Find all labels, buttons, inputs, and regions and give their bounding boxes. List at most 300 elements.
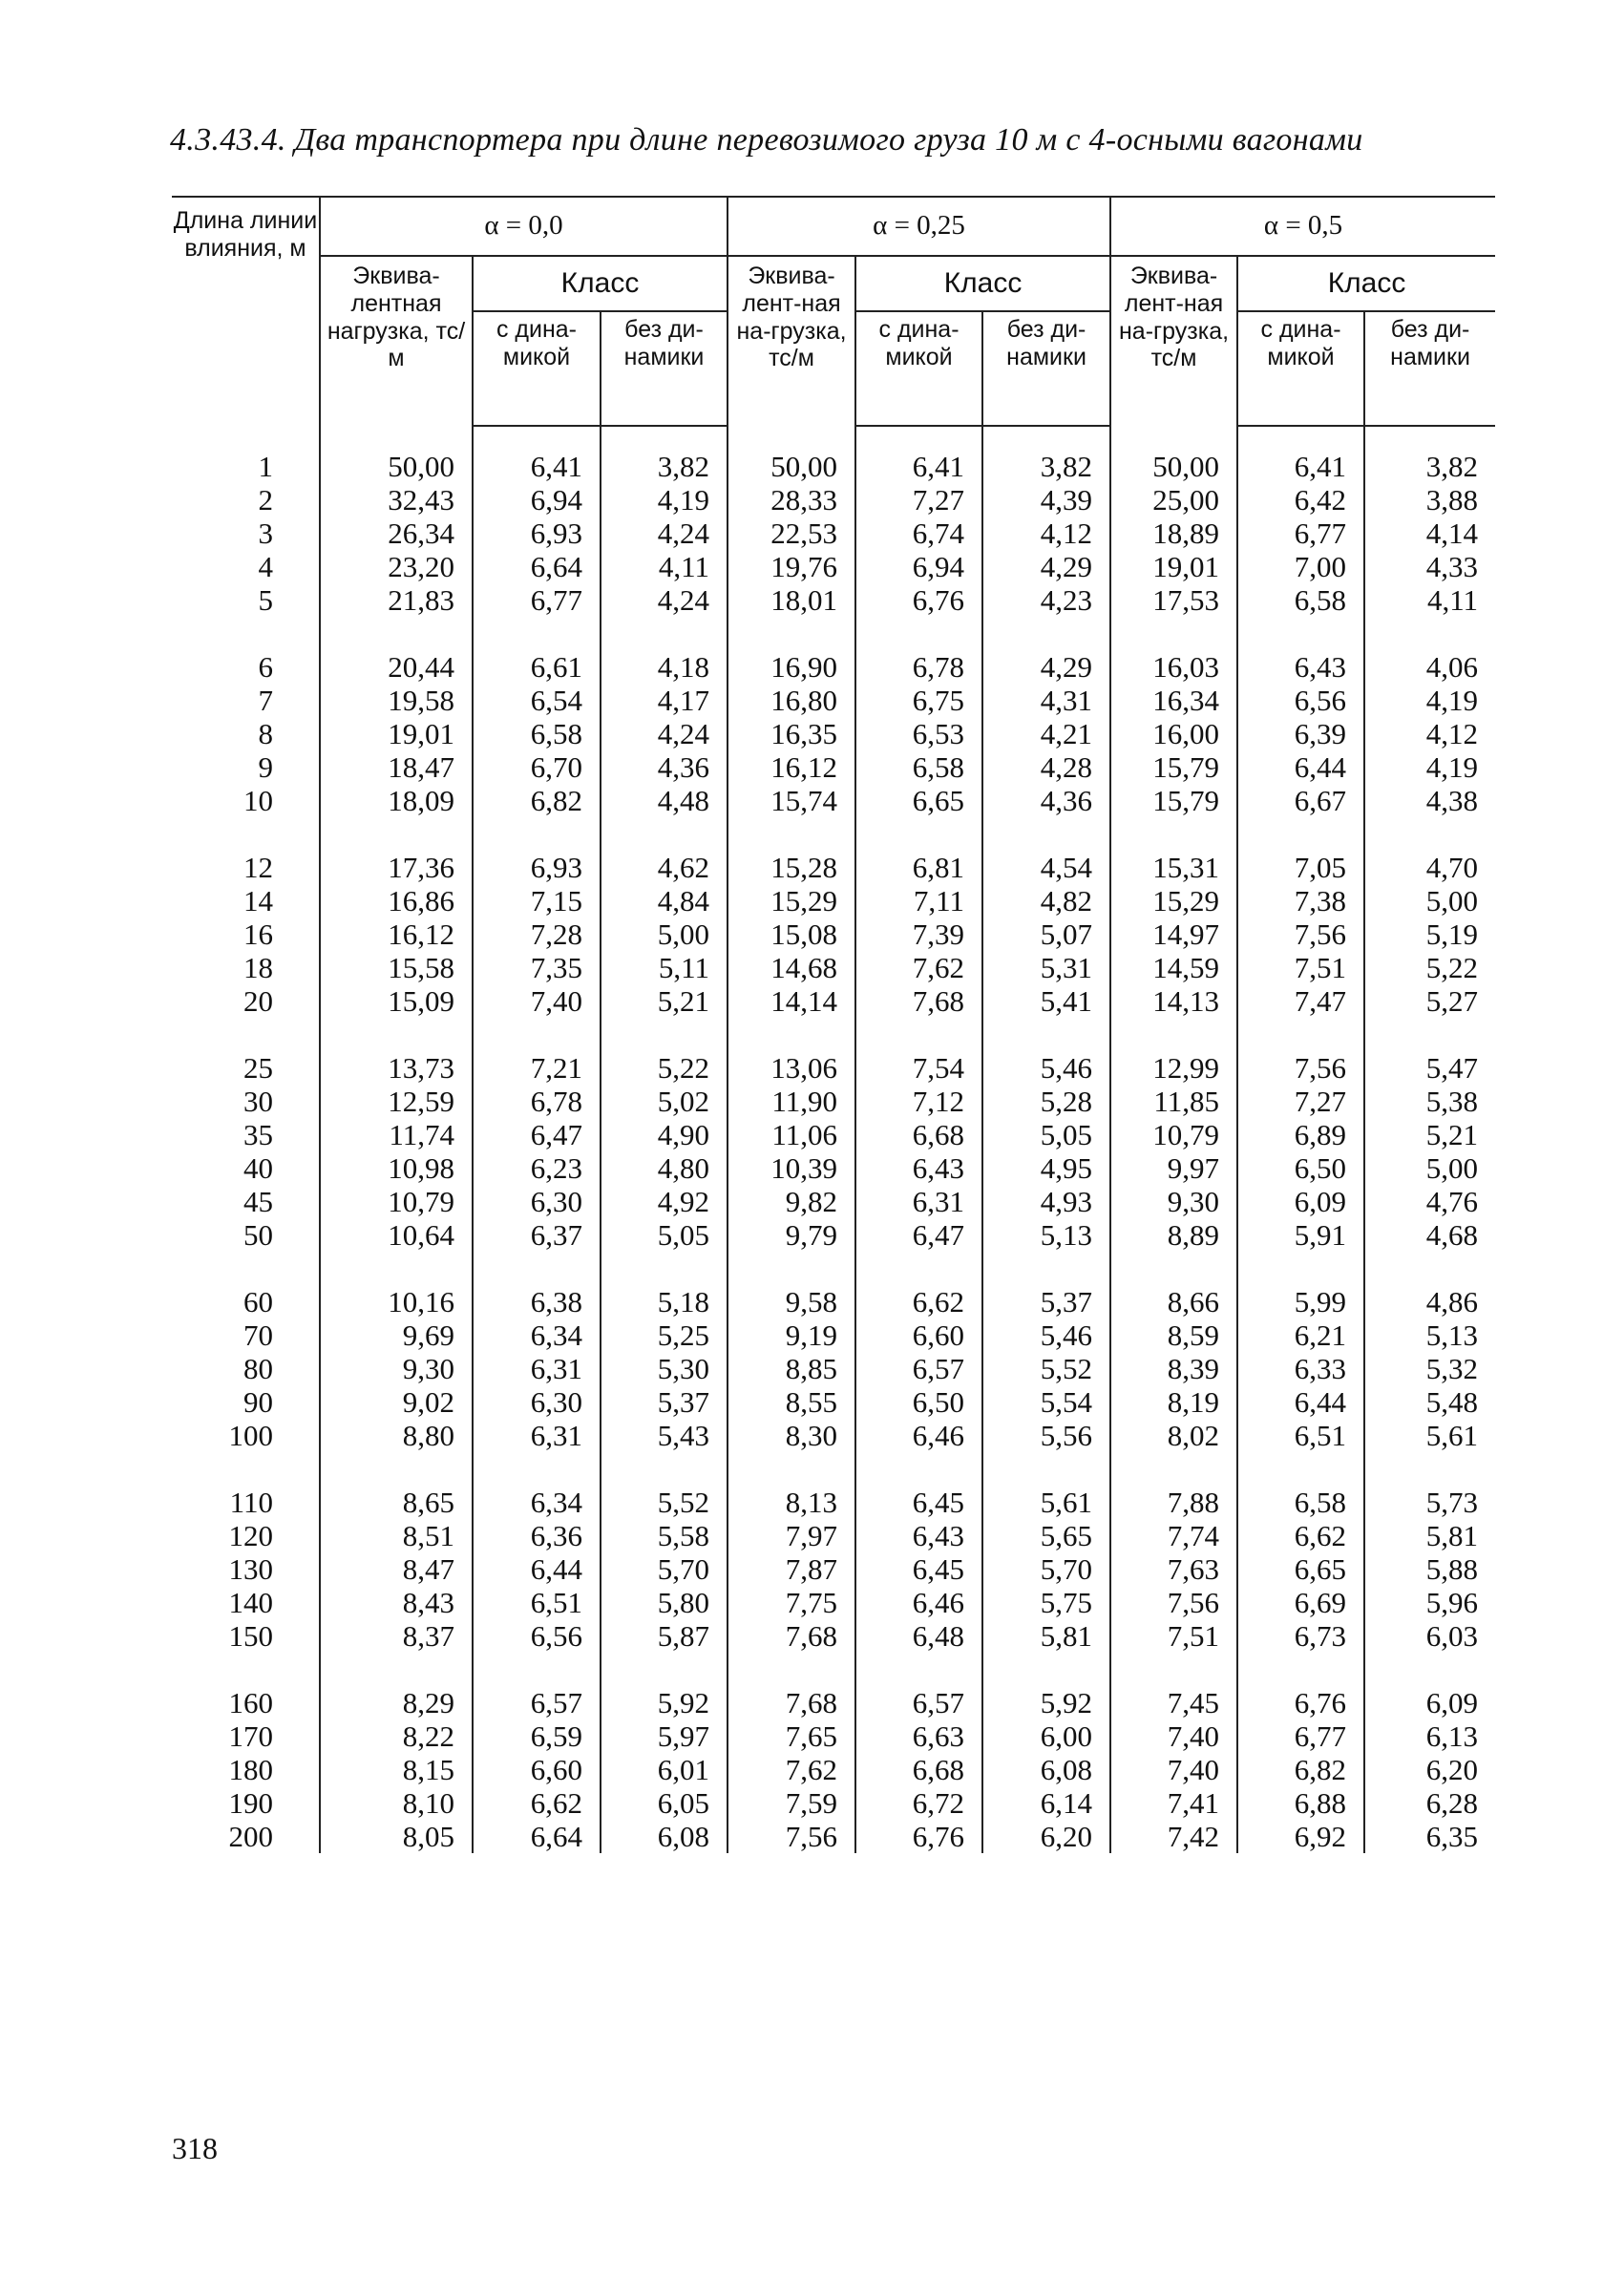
cell-equiv-a025: 16,35 xyxy=(728,717,855,750)
cell-with-dyn-a025: 6,47 xyxy=(855,1218,982,1252)
table-row xyxy=(172,1686,1495,1719)
cell-length: 8 xyxy=(258,717,273,750)
cell-without-dyn-a05: 5,13 xyxy=(1364,1318,1495,1352)
cell-without-dyn-a05: 6,28 xyxy=(1364,1786,1495,1820)
cell-with-dyn-a0: 6,77 xyxy=(473,583,601,617)
cell-equiv-a05: 9,97 xyxy=(1110,1151,1237,1185)
cell-with-dyn-a05: 6,67 xyxy=(1237,784,1364,817)
cell-without-dyn-a025: 4,93 xyxy=(982,1185,1110,1218)
cell-equiv-a05: 7,41 xyxy=(1110,1786,1237,1820)
table-row xyxy=(172,1218,1495,1252)
cell-with-dyn-a0: 6,56 xyxy=(473,1619,601,1653)
table-row xyxy=(172,1820,1495,1853)
cell-length: 190 xyxy=(228,1786,273,1820)
cell-with-dyn-a025: 6,53 xyxy=(855,717,982,750)
cell-with-dyn-a025: 6,78 xyxy=(855,650,982,684)
cell-with-dyn-a025: 7,27 xyxy=(855,483,982,517)
cell-equiv-a0: 8,80 xyxy=(320,1419,473,1452)
cell-equiv-a05: 12,99 xyxy=(1110,1051,1237,1085)
cell-with-dyn-a05: 6,92 xyxy=(1237,1820,1364,1853)
cell-without-dyn-a025: 5,54 xyxy=(982,1385,1110,1419)
cell-with-dyn-a05: 5,99 xyxy=(1237,1285,1364,1318)
cell-with-dyn-a05: 6,33 xyxy=(1237,1352,1364,1385)
cell-with-dyn-a025: 6,75 xyxy=(855,684,982,717)
cell-equiv-a025: 16,90 xyxy=(728,650,855,684)
cell-with-dyn-a0: 6,34 xyxy=(473,1486,601,1519)
cell-without-dyn-a05: 6,13 xyxy=(1364,1719,1495,1753)
cell-without-dyn-a0: 5,22 xyxy=(601,1051,728,1085)
cell-equiv-a025: 16,12 xyxy=(728,750,855,784)
cell-equiv-a025: 14,14 xyxy=(728,984,855,1018)
cell-equiv-a05: 14,97 xyxy=(1110,918,1237,951)
cell-equiv-a025: 11,90 xyxy=(728,1085,855,1118)
cell-with-dyn-a0: 7,40 xyxy=(473,984,601,1018)
cell-equiv-a05: 15,29 xyxy=(1110,884,1237,918)
cell-with-dyn-a025: 6,60 xyxy=(855,1318,982,1352)
cell-without-dyn-a0: 5,70 xyxy=(601,1552,728,1586)
cell-without-dyn-a0: 4,19 xyxy=(601,483,728,517)
cell-length: 18 xyxy=(243,951,273,984)
cell-length: 2 xyxy=(258,483,273,517)
table-row xyxy=(172,717,1495,750)
cell-equiv-a0: 10,79 xyxy=(320,1185,473,1218)
cell-equiv-a05: 16,00 xyxy=(1110,717,1237,750)
cell-without-dyn-a025: 5,52 xyxy=(982,1352,1110,1385)
cell-equiv-a0: 8,15 xyxy=(320,1753,473,1786)
cell-with-dyn-a025: 6,57 xyxy=(855,1352,982,1385)
cell-without-dyn-a0: 4,80 xyxy=(601,1151,728,1185)
cell-equiv-a025: 7,56 xyxy=(728,1820,855,1853)
cell-equiv-a05: 7,74 xyxy=(1110,1519,1237,1552)
cell-length: 14 xyxy=(243,884,273,918)
cell-with-dyn-a0: 6,31 xyxy=(473,1352,601,1385)
cell-without-dyn-a025: 4,82 xyxy=(982,884,1110,918)
cell-without-dyn-a0: 5,21 xyxy=(601,984,728,1018)
cell-length: 200 xyxy=(228,1820,273,1853)
cell-equiv-a025: 10,39 xyxy=(728,1151,855,1185)
cell-equiv-a0: 16,12 xyxy=(320,918,473,951)
cell-with-dyn-a025: 6,41 xyxy=(855,450,982,483)
header-alpha-05: α = 0,5 xyxy=(1110,197,1495,256)
cell-without-dyn-a025: 4,23 xyxy=(982,583,1110,617)
cell-without-dyn-a05: 5,19 xyxy=(1364,918,1495,951)
cell-with-dyn-a0: 6,57 xyxy=(473,1686,601,1719)
cell-without-dyn-a05: 3,88 xyxy=(1364,483,1495,517)
cell-length: 45 xyxy=(243,1185,273,1218)
cell-equiv-a025: 22,53 xyxy=(728,517,855,550)
cell-with-dyn-a025: 6,45 xyxy=(855,1552,982,1586)
cell-length: 140 xyxy=(228,1586,273,1619)
cell-without-dyn-a05: 5,61 xyxy=(1364,1419,1495,1452)
cell-with-dyn-a025: 6,46 xyxy=(855,1419,982,1452)
cell-without-dyn-a05: 4,76 xyxy=(1364,1185,1495,1218)
cell-without-dyn-a0: 5,11 xyxy=(601,951,728,984)
cell-without-dyn-a05: 4,38 xyxy=(1364,784,1495,817)
cell-equiv-a05: 11,85 xyxy=(1110,1085,1237,1118)
cell-without-dyn-a025: 6,20 xyxy=(982,1820,1110,1853)
table-row xyxy=(172,550,1495,583)
cell-with-dyn-a025: 6,65 xyxy=(855,784,982,817)
cell-without-dyn-a025: 4,21 xyxy=(982,717,1110,750)
cell-equiv-a05: 15,79 xyxy=(1110,784,1237,817)
cell-equiv-a05: 15,31 xyxy=(1110,851,1237,884)
cell-with-dyn-a05: 6,43 xyxy=(1237,650,1364,684)
header-equiv-025: Эквива-лент-ная на-грузка, тс/м xyxy=(728,256,855,426)
cell-length: 35 xyxy=(243,1118,273,1151)
cell-without-dyn-a0: 6,05 xyxy=(601,1786,728,1820)
cell-length: 50 xyxy=(243,1218,273,1252)
cell-equiv-a0: 8,47 xyxy=(320,1552,473,1586)
cell-without-dyn-a025: 3,82 xyxy=(982,450,1110,483)
cell-with-dyn-a05: 6,56 xyxy=(1237,684,1364,717)
cell-without-dyn-a05: 6,20 xyxy=(1364,1753,1495,1786)
cell-without-dyn-a05: 5,88 xyxy=(1364,1552,1495,1586)
cell-with-dyn-a0: 6,61 xyxy=(473,650,601,684)
cell-length: 12 xyxy=(243,851,273,884)
cell-with-dyn-a05: 7,56 xyxy=(1237,918,1364,951)
cell-with-dyn-a05: 6,42 xyxy=(1237,483,1364,517)
cell-equiv-a025: 9,19 xyxy=(728,1318,855,1352)
cell-equiv-a0: 23,20 xyxy=(320,550,473,583)
cell-equiv-a0: 9,30 xyxy=(320,1352,473,1385)
cell-equiv-a05: 50,00 xyxy=(1110,450,1237,483)
row-spacer xyxy=(172,817,1495,851)
table-row xyxy=(172,750,1495,784)
cell-with-dyn-a05: 7,00 xyxy=(1237,550,1364,583)
cell-without-dyn-a05: 4,33 xyxy=(1364,550,1495,583)
cell-with-dyn-a05: 5,91 xyxy=(1237,1218,1364,1252)
cell-with-dyn-a05: 6,51 xyxy=(1237,1419,1364,1452)
cell-equiv-a05: 9,30 xyxy=(1110,1185,1237,1218)
cell-equiv-a025: 7,65 xyxy=(728,1719,855,1753)
table-body xyxy=(172,426,1495,1853)
cell-with-dyn-a05: 6,50 xyxy=(1237,1151,1364,1185)
cell-equiv-a025: 15,29 xyxy=(728,884,855,918)
table-row xyxy=(172,1486,1495,1519)
cell-with-dyn-a025: 6,68 xyxy=(855,1118,982,1151)
cell-equiv-a0: 8,51 xyxy=(320,1519,473,1552)
cell-equiv-a025: 7,87 xyxy=(728,1552,855,1586)
cell-without-dyn-a0: 4,36 xyxy=(601,750,728,784)
cell-without-dyn-a05: 4,14 xyxy=(1364,517,1495,550)
cell-length: 150 xyxy=(228,1619,273,1653)
cell-with-dyn-a025: 6,74 xyxy=(855,517,982,550)
cell-without-dyn-a05: 4,19 xyxy=(1364,684,1495,717)
cell-with-dyn-a0: 6,64 xyxy=(473,550,601,583)
cell-without-dyn-a025: 5,37 xyxy=(982,1285,1110,1318)
cell-without-dyn-a05: 4,11 xyxy=(1364,583,1495,617)
cell-with-dyn-a0: 6,31 xyxy=(473,1419,601,1452)
cell-without-dyn-a05: 4,06 xyxy=(1364,650,1495,684)
cell-without-dyn-a05: 4,86 xyxy=(1364,1285,1495,1318)
cell-equiv-a025: 9,79 xyxy=(728,1218,855,1252)
cell-equiv-a025: 15,74 xyxy=(728,784,855,817)
cell-with-dyn-a025: 6,46 xyxy=(855,1586,982,1619)
cell-with-dyn-a025: 6,57 xyxy=(855,1686,982,1719)
cell-length: 25 xyxy=(243,1051,273,1085)
cell-with-dyn-a05: 6,65 xyxy=(1237,1552,1364,1586)
cell-equiv-a025: 28,33 xyxy=(728,483,855,517)
table-row xyxy=(172,1352,1495,1385)
header-without-dyn-0: без ди-намики xyxy=(601,311,728,426)
cell-equiv-a0: 19,58 xyxy=(320,684,473,717)
cell-with-dyn-a05: 7,38 xyxy=(1237,884,1364,918)
cell-with-dyn-a05: 7,05 xyxy=(1237,851,1364,884)
cell-with-dyn-a0: 7,35 xyxy=(473,951,601,984)
cell-without-dyn-a05: 4,12 xyxy=(1364,717,1495,750)
cell-with-dyn-a0: 6,70 xyxy=(473,750,601,784)
cell-length: 80 xyxy=(243,1352,273,1385)
cell-without-dyn-a025: 5,41 xyxy=(982,984,1110,1018)
table-row xyxy=(172,884,1495,918)
cell-with-dyn-a025: 6,31 xyxy=(855,1185,982,1218)
table-row xyxy=(172,483,1495,517)
cell-length: 10 xyxy=(243,784,273,817)
cell-without-dyn-a025: 4,36 xyxy=(982,784,1110,817)
cell-with-dyn-a05: 7,27 xyxy=(1237,1085,1364,1118)
cell-equiv-a025: 19,76 xyxy=(728,550,855,583)
cell-equiv-a0: 9,69 xyxy=(320,1318,473,1352)
header-alpha-0: α = 0,0 xyxy=(320,197,728,256)
cell-without-dyn-a0: 5,92 xyxy=(601,1686,728,1719)
cell-with-dyn-a0: 6,82 xyxy=(473,784,601,817)
cell-with-dyn-a0: 6,60 xyxy=(473,1753,601,1786)
cell-without-dyn-a0: 4,48 xyxy=(601,784,728,817)
cell-with-dyn-a0: 6,54 xyxy=(473,684,601,717)
cell-with-dyn-a025: 7,62 xyxy=(855,951,982,984)
cell-without-dyn-a025: 4,29 xyxy=(982,650,1110,684)
cell-with-dyn-a0: 6,93 xyxy=(473,851,601,884)
cell-equiv-a025: 13,06 xyxy=(728,1051,855,1085)
table-row xyxy=(172,1786,1495,1820)
cell-without-dyn-a05: 5,81 xyxy=(1364,1519,1495,1552)
cell-without-dyn-a025: 5,70 xyxy=(982,1552,1110,1586)
cell-equiv-a05: 14,59 xyxy=(1110,951,1237,984)
header-klass-05: Класс xyxy=(1237,256,1495,311)
cell-equiv-a0: 8,65 xyxy=(320,1486,473,1519)
cell-equiv-a05: 17,53 xyxy=(1110,583,1237,617)
table-row xyxy=(172,1586,1495,1619)
cell-without-dyn-a05: 5,27 xyxy=(1364,984,1495,1018)
table-row xyxy=(172,1085,1495,1118)
cell-equiv-a025: 7,59 xyxy=(728,1786,855,1820)
cell-equiv-a0: 17,36 xyxy=(320,851,473,884)
cell-with-dyn-a025: 7,11 xyxy=(855,884,982,918)
cell-without-dyn-a025: 4,95 xyxy=(982,1151,1110,1185)
cell-with-dyn-a0: 6,62 xyxy=(473,1786,601,1820)
row-spacer xyxy=(172,1252,1495,1285)
cell-without-dyn-a05: 4,68 xyxy=(1364,1218,1495,1252)
cell-with-dyn-a0: 6,64 xyxy=(473,1820,601,1853)
table-row xyxy=(172,1719,1495,1753)
cell-without-dyn-a05: 6,09 xyxy=(1364,1686,1495,1719)
cell-with-dyn-a0: 6,47 xyxy=(473,1118,601,1151)
cell-without-dyn-a0: 4,11 xyxy=(601,550,728,583)
cell-length: 120 xyxy=(228,1519,273,1552)
cell-equiv-a0: 50,00 xyxy=(320,450,473,483)
cell-with-dyn-a05: 6,21 xyxy=(1237,1318,1364,1352)
cell-without-dyn-a0: 5,52 xyxy=(601,1486,728,1519)
cell-without-dyn-a0: 4,17 xyxy=(601,684,728,717)
cell-with-dyn-a05: 6,77 xyxy=(1237,1719,1364,1753)
cell-without-dyn-a0: 6,08 xyxy=(601,1820,728,1853)
cell-with-dyn-a05: 7,47 xyxy=(1237,984,1364,1018)
cell-equiv-a05: 19,01 xyxy=(1110,550,1237,583)
cell-length: 110 xyxy=(229,1486,273,1519)
cell-with-dyn-a025: 6,94 xyxy=(855,550,982,583)
table-title: 4.3.43.4. Два транспортера при длине перевозимого груза 10 м с 4-осными вагонами xyxy=(170,122,1363,158)
cell-without-dyn-a0: 5,58 xyxy=(601,1519,728,1552)
cell-with-dyn-a05: 6,58 xyxy=(1237,583,1364,617)
table-row xyxy=(172,450,1495,483)
cell-without-dyn-a0: 5,43 xyxy=(601,1419,728,1452)
cell-with-dyn-a05: 6,62 xyxy=(1237,1519,1364,1552)
cell-with-dyn-a025: 6,63 xyxy=(855,1719,982,1753)
cell-equiv-a0: 13,73 xyxy=(320,1051,473,1085)
cell-without-dyn-a0: 4,92 xyxy=(601,1185,728,1218)
cell-length: 7 xyxy=(258,684,273,717)
page-number: 318 xyxy=(172,2131,218,2165)
cell-equiv-a05: 8,89 xyxy=(1110,1218,1237,1252)
cell-without-dyn-a05: 5,96 xyxy=(1364,1586,1495,1619)
table-row xyxy=(172,650,1495,684)
cell-without-dyn-a0: 4,84 xyxy=(601,884,728,918)
cell-with-dyn-a025: 7,39 xyxy=(855,918,982,951)
table-row xyxy=(172,684,1495,717)
cell-without-dyn-a05: 5,73 xyxy=(1364,1486,1495,1519)
cell-length: 90 xyxy=(243,1385,273,1419)
cell-length: 130 xyxy=(228,1552,273,1586)
cell-with-dyn-a0: 6,44 xyxy=(473,1552,601,1586)
cell-equiv-a025: 7,68 xyxy=(728,1686,855,1719)
cell-length: 100 xyxy=(228,1419,273,1452)
cell-length: 60 xyxy=(243,1285,273,1318)
cell-equiv-a05: 7,51 xyxy=(1110,1619,1237,1653)
cell-equiv-a025: 18,01 xyxy=(728,583,855,617)
cell-with-dyn-a025: 6,81 xyxy=(855,851,982,884)
cell-length: 5 xyxy=(258,583,273,617)
cell-without-dyn-a025: 4,12 xyxy=(982,517,1110,550)
cell-with-dyn-a0: 6,30 xyxy=(473,1185,601,1218)
cell-length: 70 xyxy=(243,1318,273,1352)
cell-without-dyn-a0: 4,62 xyxy=(601,851,728,884)
cell-without-dyn-a025: 6,00 xyxy=(982,1719,1110,1753)
table-row xyxy=(172,1385,1495,1419)
cell-equiv-a025: 7,97 xyxy=(728,1519,855,1552)
cell-length: 40 xyxy=(243,1151,273,1185)
cell-with-dyn-a0: 7,15 xyxy=(473,884,601,918)
cell-equiv-a05: 8,19 xyxy=(1110,1385,1237,1419)
cell-without-dyn-a025: 4,39 xyxy=(982,483,1110,517)
cell-length: 6 xyxy=(258,650,273,684)
cell-without-dyn-a0: 3,82 xyxy=(601,450,728,483)
cell-without-dyn-a0: 4,18 xyxy=(601,650,728,684)
cell-without-dyn-a05: 5,48 xyxy=(1364,1385,1495,1419)
cell-without-dyn-a0: 5,05 xyxy=(601,1218,728,1252)
cell-without-dyn-a05: 5,38 xyxy=(1364,1085,1495,1118)
cell-without-dyn-a025: 5,81 xyxy=(982,1619,1110,1653)
cell-equiv-a0: 8,22 xyxy=(320,1719,473,1753)
cell-equiv-a05: 8,02 xyxy=(1110,1419,1237,1452)
cell-length: 170 xyxy=(228,1719,273,1753)
row-spacer xyxy=(172,1653,1495,1686)
cell-without-dyn-a0: 4,24 xyxy=(601,583,728,617)
cell-without-dyn-a05: 5,22 xyxy=(1364,951,1495,984)
table-row xyxy=(172,1419,1495,1452)
cell-without-dyn-a025: 5,75 xyxy=(982,1586,1110,1619)
cell-with-dyn-a025: 7,68 xyxy=(855,984,982,1018)
cell-equiv-a025: 14,68 xyxy=(728,951,855,984)
cell-without-dyn-a05: 5,21 xyxy=(1364,1118,1495,1151)
cell-equiv-a0: 12,59 xyxy=(320,1085,473,1118)
row-spacer xyxy=(172,426,1495,450)
cell-with-dyn-a05: 6,44 xyxy=(1237,1385,1364,1419)
cell-equiv-a05: 8,39 xyxy=(1110,1352,1237,1385)
cell-equiv-a025: 8,55 xyxy=(728,1385,855,1419)
cell-without-dyn-a0: 5,30 xyxy=(601,1352,728,1385)
cell-without-dyn-a025: 4,54 xyxy=(982,851,1110,884)
cell-length: 20 xyxy=(243,984,273,1018)
cell-equiv-a05: 10,79 xyxy=(1110,1118,1237,1151)
table-row xyxy=(172,1753,1495,1786)
cell-without-dyn-a0: 5,80 xyxy=(601,1586,728,1619)
cell-with-dyn-a05: 6,82 xyxy=(1237,1753,1364,1786)
cell-with-dyn-a0: 6,41 xyxy=(473,450,601,483)
cell-with-dyn-a05: 6,76 xyxy=(1237,1686,1364,1719)
header-with-dyn-0: с дина-микой xyxy=(473,311,601,426)
cell-with-dyn-a025: 6,76 xyxy=(855,1820,982,1853)
cell-with-dyn-a025: 6,43 xyxy=(855,1151,982,1185)
cell-equiv-a0: 18,09 xyxy=(320,784,473,817)
cell-equiv-a05: 8,59 xyxy=(1110,1318,1237,1352)
cell-equiv-a025: 8,30 xyxy=(728,1419,855,1452)
cell-without-dyn-a025: 5,07 xyxy=(982,918,1110,951)
cell-with-dyn-a05: 6,39 xyxy=(1237,717,1364,750)
cell-with-dyn-a025: 6,72 xyxy=(855,1786,982,1820)
cell-without-dyn-a025: 5,46 xyxy=(982,1051,1110,1085)
cell-without-dyn-a025: 6,08 xyxy=(982,1753,1110,1786)
cell-without-dyn-a05: 5,00 xyxy=(1364,884,1495,918)
row-spacer xyxy=(172,617,1495,650)
cell-with-dyn-a0: 6,78 xyxy=(473,1085,601,1118)
cell-length: 9 xyxy=(258,750,273,784)
cell-without-dyn-a05: 4,70 xyxy=(1364,851,1495,884)
table-row xyxy=(172,951,1495,984)
cell-length: 1 xyxy=(258,450,273,483)
cell-equiv-a0: 8,37 xyxy=(320,1619,473,1653)
row-spacer xyxy=(172,1018,1495,1051)
cell-without-dyn-a0: 5,02 xyxy=(601,1085,728,1118)
cell-without-dyn-a025: 5,61 xyxy=(982,1486,1110,1519)
cell-with-dyn-a0: 7,28 xyxy=(473,918,601,951)
cell-equiv-a025: 9,82 xyxy=(728,1185,855,1218)
data-table xyxy=(172,196,1495,1853)
header-without-dyn-025: без ди-намики xyxy=(982,311,1110,426)
cell-equiv-a0: 8,43 xyxy=(320,1586,473,1619)
cell-length: 3 xyxy=(258,517,273,550)
cell-without-dyn-a025: 5,65 xyxy=(982,1519,1110,1552)
cell-equiv-a05: 7,63 xyxy=(1110,1552,1237,1586)
cell-with-dyn-a05: 6,09 xyxy=(1237,1185,1364,1218)
cell-equiv-a0: 20,44 xyxy=(320,650,473,684)
cell-with-dyn-a0: 6,51 xyxy=(473,1586,601,1619)
cell-with-dyn-a0: 6,30 xyxy=(473,1385,601,1419)
cell-without-dyn-a0: 4,90 xyxy=(601,1118,728,1151)
table-row xyxy=(172,1552,1495,1586)
table-row xyxy=(172,1051,1495,1085)
cell-without-dyn-a05: 6,35 xyxy=(1364,1820,1495,1853)
cell-equiv-a025: 16,80 xyxy=(728,684,855,717)
